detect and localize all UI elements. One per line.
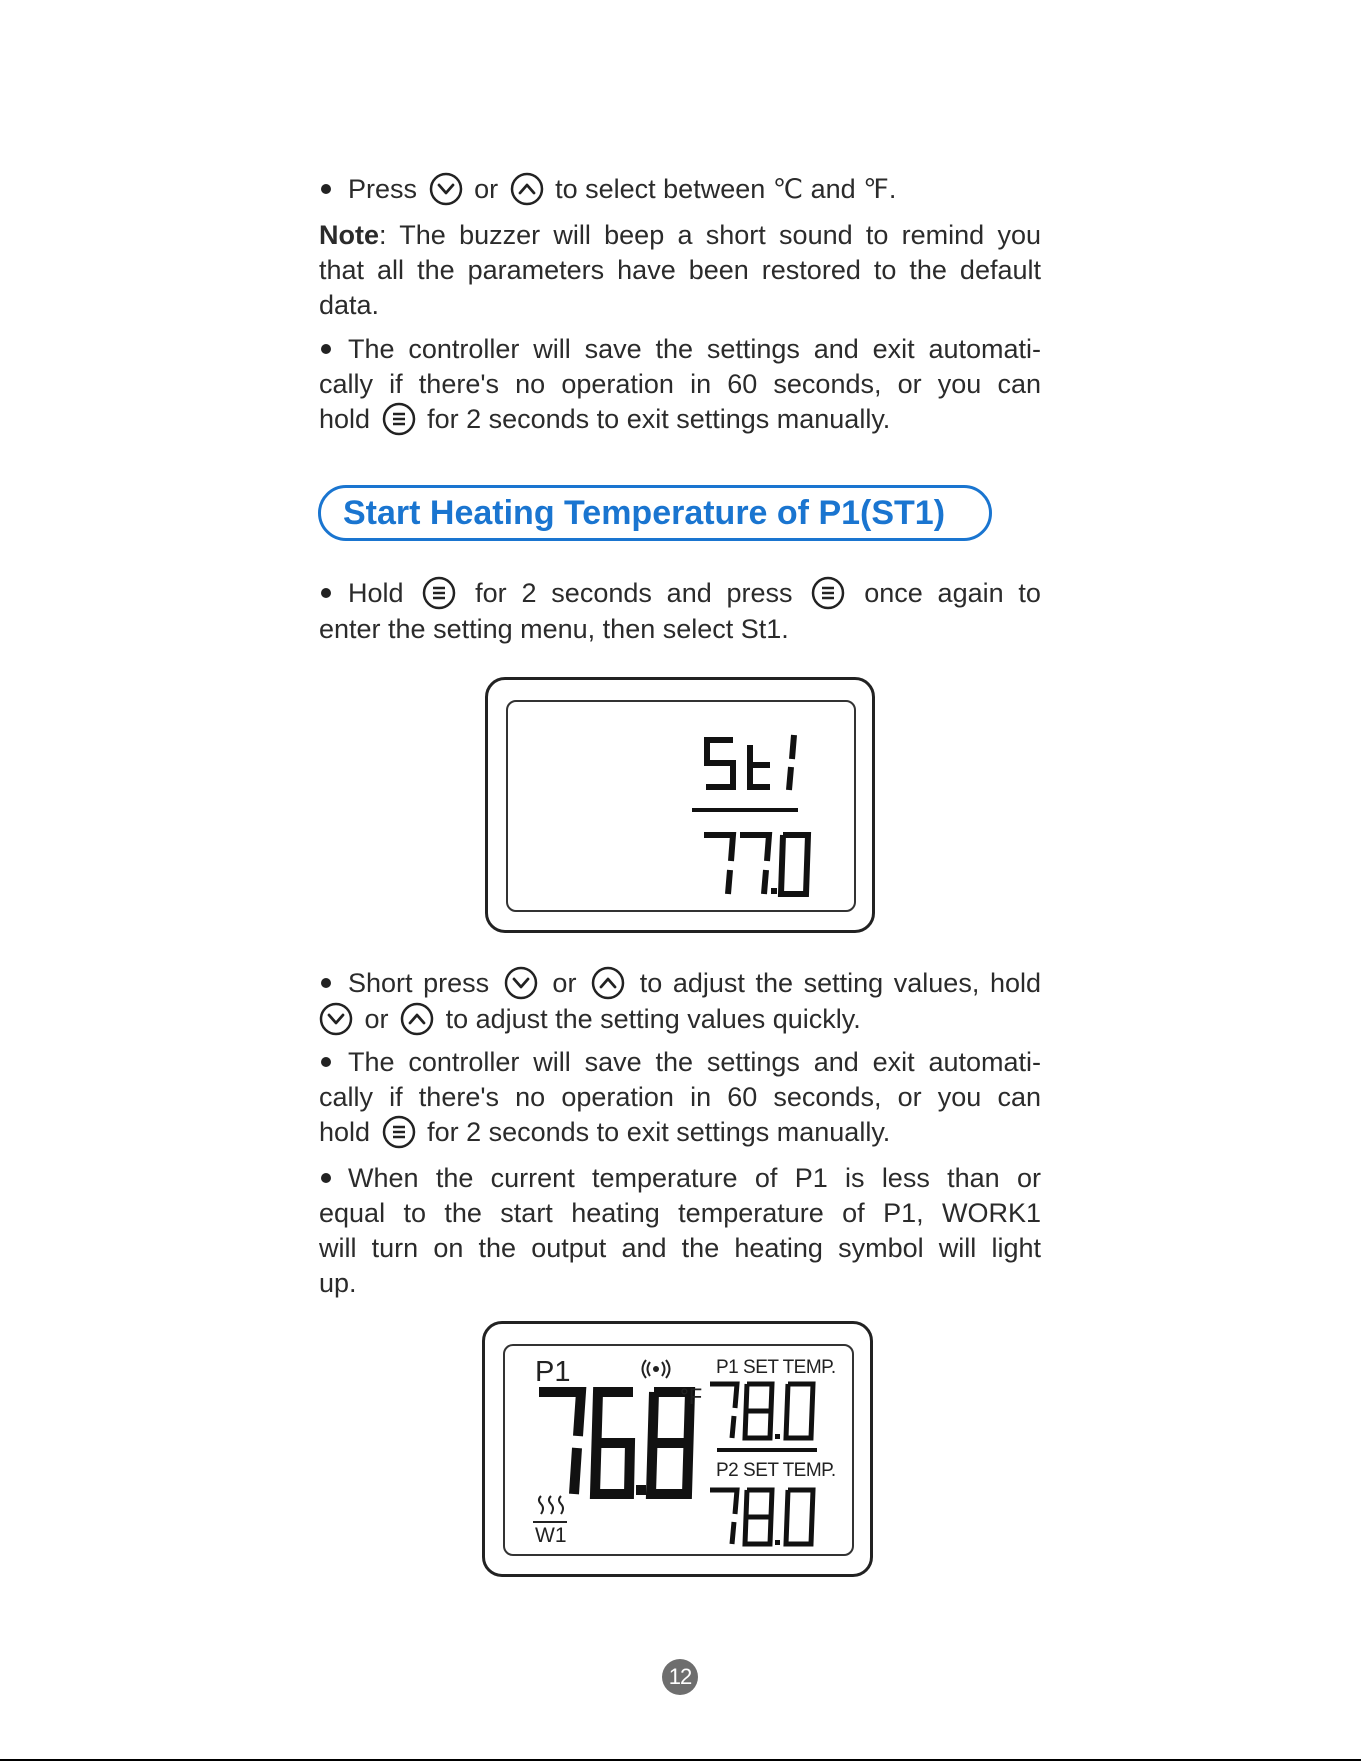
bullet-dot [321,344,331,354]
bullet-dot [321,184,331,194]
bullet-auto-save-2 [319,1045,1041,1151]
down-button-icon [504,966,538,1000]
auto-save-line-2: cally if there's no operation in 60 seconds, or you can [319,1082,1041,1112]
note-label: Note [319,220,379,250]
lcd-display-main [482,1321,873,1577]
bullet-text-post: to select between ℃ and ℉. [555,174,897,204]
lcd-st1-graphic [488,680,872,930]
adjust-post-text: to adjust the setting values, hold [639,968,1041,998]
menu-button-icon [382,402,416,436]
hold-text: Hold [348,578,404,608]
or-text: or [364,1003,389,1034]
note-line-1: : The buzzer will beep a short sound to remind you [379,220,1041,250]
hold-post-text: once again to [864,578,1041,608]
probe-label: P1 [535,1356,571,1388]
heating-line-4: up. [319,1268,357,1298]
heating-line-3: will turn on the output and the heating symbol will light [319,1233,1041,1263]
bullet-auto-save-1 [319,332,1041,438]
unit-label: °F [680,1384,703,1409]
bullet-dot [321,1057,331,1067]
bullet-enter-menu [319,576,1041,647]
note-line-2: that all the parameters have been restored to the default [319,255,1041,285]
heating-line-1: When the current temperature of P1 is less than or [348,1163,1041,1193]
up-button-icon [510,172,544,206]
lcd-display-st1 [485,677,875,933]
auto-save-line-3-pre: hold [319,404,371,434]
bullet-dot [321,1173,331,1183]
heating-icon [535,1494,567,1523]
heating-line-2: equal to the start heating temperature of P1, WORK1 [319,1198,1041,1228]
auto-save-line-1: The controller will save the settings and exit automati- [348,334,1041,364]
note-line-3: data. [319,290,380,320]
bullet-dot [321,978,331,988]
p1-set-temp-label: P1 SET TEMP. [716,1357,836,1378]
hold-mid-text: for 2 seconds and press [475,578,793,608]
up-button-icon [591,966,625,1000]
bullet-dot [321,588,331,598]
auto-save-line-3-post: for 2 seconds to exit settings manually. [427,1117,891,1147]
or-text: or [552,968,577,998]
menu-button-icon [422,576,456,610]
bullet-adjust [319,966,1041,1038]
page-number: 12 [662,1659,698,1695]
enter-menu-line-2: enter the setting menu, then select St1. [319,613,789,644]
work-label: W1 [535,1524,567,1547]
menu-button-icon [382,1115,416,1149]
note-paragraph [319,218,1041,323]
heating-underline [533,1521,567,1523]
adjust-quick-text: to adjust the setting values quickly. [445,1003,861,1034]
bullet-heating-condition [319,1161,1041,1301]
short-press-text: Short press [348,968,490,998]
section-heading: Start Heating Temperature of P1(ST1) [318,485,992,541]
auto-save-line-3-pre: hold [319,1117,371,1147]
p2-set-temp-label: P2 SET TEMP. [716,1460,836,1481]
or-text: or [474,174,499,204]
auto-save-line-1: The controller will save the settings and exit automati- [348,1047,1041,1077]
menu-button-icon [811,576,845,610]
down-button-icon [319,1002,353,1036]
bullet-select-unit [319,172,1041,208]
up-button-icon [400,1002,434,1036]
auto-save-line-3-post: for 2 seconds to exit settings manually. [427,404,891,434]
auto-save-line-2: cally if there's no operation in 60 seconds, or you can [319,369,1041,399]
bullet-text-pre: Press [348,174,418,204]
down-button-icon [429,172,463,206]
